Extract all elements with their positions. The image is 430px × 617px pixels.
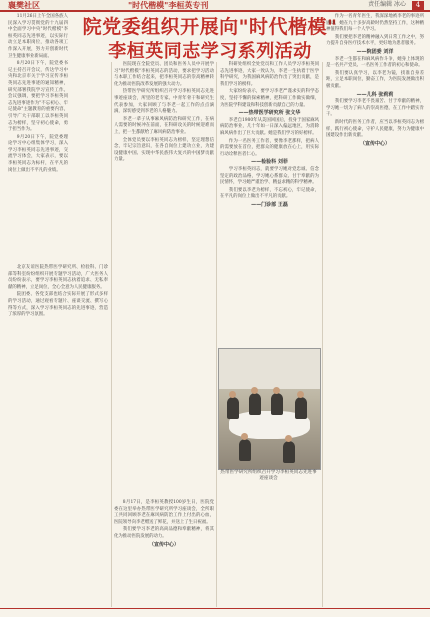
column-4-para: 我们要认真学习，以李老为镜，找准自身差距，立足本职岗位，勤奋工作，为医院发展做出积极贡献。 bbox=[326, 70, 424, 89]
column-4-signature: ——儿科 张莉莉 bbox=[356, 91, 394, 98]
column-1-para: 11月26日上午全国各族人民深入学习贯彻党的十九届四中全面学习中央"时代楷模"李桓英同志先进事迹，以实际行动立足本职岗位，推动各项工作深入开展，努力开创新时代卫生健康事业新局面。 bbox=[8, 14, 68, 59]
column-4 bbox=[326, 14, 424, 148]
column-4-signature: ——院团委 刘洋 bbox=[356, 48, 394, 55]
column-3-para: 我们要以李老为榜样，不忘初心，牢记使命，在平凡的岗位上做出不平凡的贡献。 bbox=[220, 187, 319, 200]
column-4-para: 作为一名青年医生，我深深地被李老的事迹所感动，她在九十多岁高龄时仍然坚持工作，这种精神值得我们每一个人学习。 bbox=[326, 14, 424, 33]
lower-article-para: 8月17日，是李桓英教授100岁生日，医院党委在这里举办热带医学研究所学习座谈会，全所职工共同回顾李老在麻风病防治工作上付出的心血，医院领导向李老赠送了鲜花，并送上了生日祝福。 bbox=[114, 500, 214, 525]
lower-article-signature: （宣传中心） bbox=[148, 541, 179, 548]
column-3 bbox=[220, 62, 319, 209]
column-3-para: 作为一名医务工作者，要像李老那样，把病人的需要放在首位，把群众的健康放在心上，用实际行动诠释医者仁心。 bbox=[220, 138, 319, 157]
column-2 bbox=[114, 62, 214, 165]
lower-article-para: 我们要学习李老的高尚品德和奉献精神，将其化为推动医院发展的动力。 bbox=[114, 527, 214, 539]
column-2-para: 热带医学研究所组织召开学习李桓英同志先进事迹座谈会，所里的老专家、中青年骨干和研究生代表参加，大家回顾了与李老一起工作的点点滴滴，深切感受到李老的人格魅力。 bbox=[114, 89, 214, 115]
headline bbox=[72, 16, 348, 62]
column-3-signature: ——检验科 刘菲 bbox=[251, 159, 288, 166]
footer-rule bbox=[0, 608, 430, 609]
column-1-para: 院团委、各党支部也结合实际开展了形式多样的学习活动，通过观看专题片、座谈交流、撰写心得等方式，深入学习李桓英同志的先进事迹，营造了浓厚的学习氛围。 bbox=[8, 292, 108, 318]
column-4-signature: （宣传中心） bbox=[359, 140, 390, 147]
column-3-para: 大家纷纷表示，要学习李老严谨求实的科学态度，坚持不懈的探索精神，把科研工作做实做细，为医院学科建设和科技创新贡献自己的力量。 bbox=[220, 89, 319, 108]
page-number: 4 bbox=[412, 1, 424, 10]
column-1-para: 8月20日下午，院党委书记主持召开会议，传达学习中央和北京市关于学习宣传李桓英同志先进事迹的通知精神，研究部署我院学习宣传工作。会议强调，要把学习李桓英同志先进事迹作为"不忘初心、牢记使命"主题教育的重要内容，引导广大干部职工以李桓英同志为榜样，坚守初心使命，勇于担当作为。 bbox=[8, 61, 68, 133]
column-3-signature: ——门诊部 王磊 bbox=[251, 201, 288, 208]
photo-caption: 热带医学研究所组织召开学习李桓英同志先进事迹座谈会 bbox=[220, 470, 317, 482]
meeting-photo bbox=[218, 348, 321, 470]
column-3-para: 李老自1980年从美国回国后，投身于国家麻风病防治事业，几十年如一日深入偏远地区，为消除麻风病作出了巨大贡献。她是我们学习的好榜样。 bbox=[220, 117, 320, 136]
column-4-para: 我们要把李老的精神融入到日常工作之中，努力提升自身医疗技术水平，更好地为患者服务。 bbox=[326, 34, 424, 47]
column-2-para: 医院现在全院党员、团员和医务人员中开展学习"时代楷模"李桓英同志的活动，要求把学习活动与本职工作结合起来，把李桓英同志的崇高精神转化为推动医院改革发展的强大动力。 bbox=[114, 62, 214, 87]
column-1-lower bbox=[8, 265, 108, 320]
headline-line-1: 院党委组织开展向"时代楷模" bbox=[82, 16, 338, 38]
column-1-para: 9月20日下午，院党委理论学习中心组集体学习，深入学习李桓英同志先进事迹，交流学习体会，大家表示，要以李桓英同志为标杆，在平凡的岗位上做出不平凡的业绩。 bbox=[8, 134, 68, 173]
column-divider bbox=[322, 62, 323, 607]
column-divider bbox=[111, 62, 112, 607]
column-divider bbox=[216, 62, 217, 607]
column-3-signature: ——热带医学研究所 张文华 bbox=[238, 110, 301, 117]
column-1-para: 北京友谊医院热带医学研究所、检验科、门诊部等科室纷纷组织开展专题学习活动，广大医务人员纷纷表示，要学习李桓英同志执着追求、无私奉献的精神，立足岗位，全心全意为人民健康服务。 bbox=[8, 265, 108, 290]
column-4-para: 李老一生都在和麻风病作斗争，她身上体现的是一名共产党员、一名医务工作者的初心和使命。 bbox=[326, 56, 424, 69]
lower-article bbox=[114, 500, 214, 549]
column-2-para: 全体党员要以李桓英同志为榜样，坚定理想信念，牢记宗旨意识，在各自岗位上建功立业，为建设健康中国、实现中华民族伟大复兴的中国梦贡献力量。 bbox=[114, 137, 214, 163]
masthead-logo: 襄樊社区 bbox=[8, 0, 40, 10]
column-1 bbox=[8, 14, 68, 175]
headline-line-2: 李桓英同志学习系列活动 bbox=[108, 40, 312, 62]
column-4-para: 新时代的医务工作者，应当以李桓英同志为榜样，践行初心使命，守护人民健康，努力为健康中国建设作出新贡献。 bbox=[326, 119, 424, 139]
column-2-para: 李老一辈子从事麻风病防治和研究工作，在病人需要的时候冲在前面，在科研攻关的时候迎难而上，把一生都献给了麻风病防治事业。 bbox=[114, 116, 214, 135]
masthead-column-title: "时代楷模"李桓英专刊 bbox=[128, 0, 209, 10]
column-3-para: 科研处组织全处党员和工作人员学习李桓英同志先进事迹，大家一致认为，李老一生执着于医学科学研究，为我国麻风病防治作出了突出贡献，是我们学习的榜样。 bbox=[220, 62, 319, 87]
column-3-para: 学习李桓英同志，就要学习她对党忠诚、信念坚定的政治品格，学习她心系群众、甘于奉献的为民情怀，学习她严谨治学、精益求精的科学精神。 bbox=[220, 166, 319, 186]
masthead bbox=[0, 0, 430, 12]
masthead-editor: 责任编辑 冰心 bbox=[368, 1, 406, 8]
column-4-para: 我们要学习李老不畏艰苦、甘于奉献的精神，学习她一切为了病人的崇高医德，在工作中踏实肯干。 bbox=[326, 99, 424, 118]
